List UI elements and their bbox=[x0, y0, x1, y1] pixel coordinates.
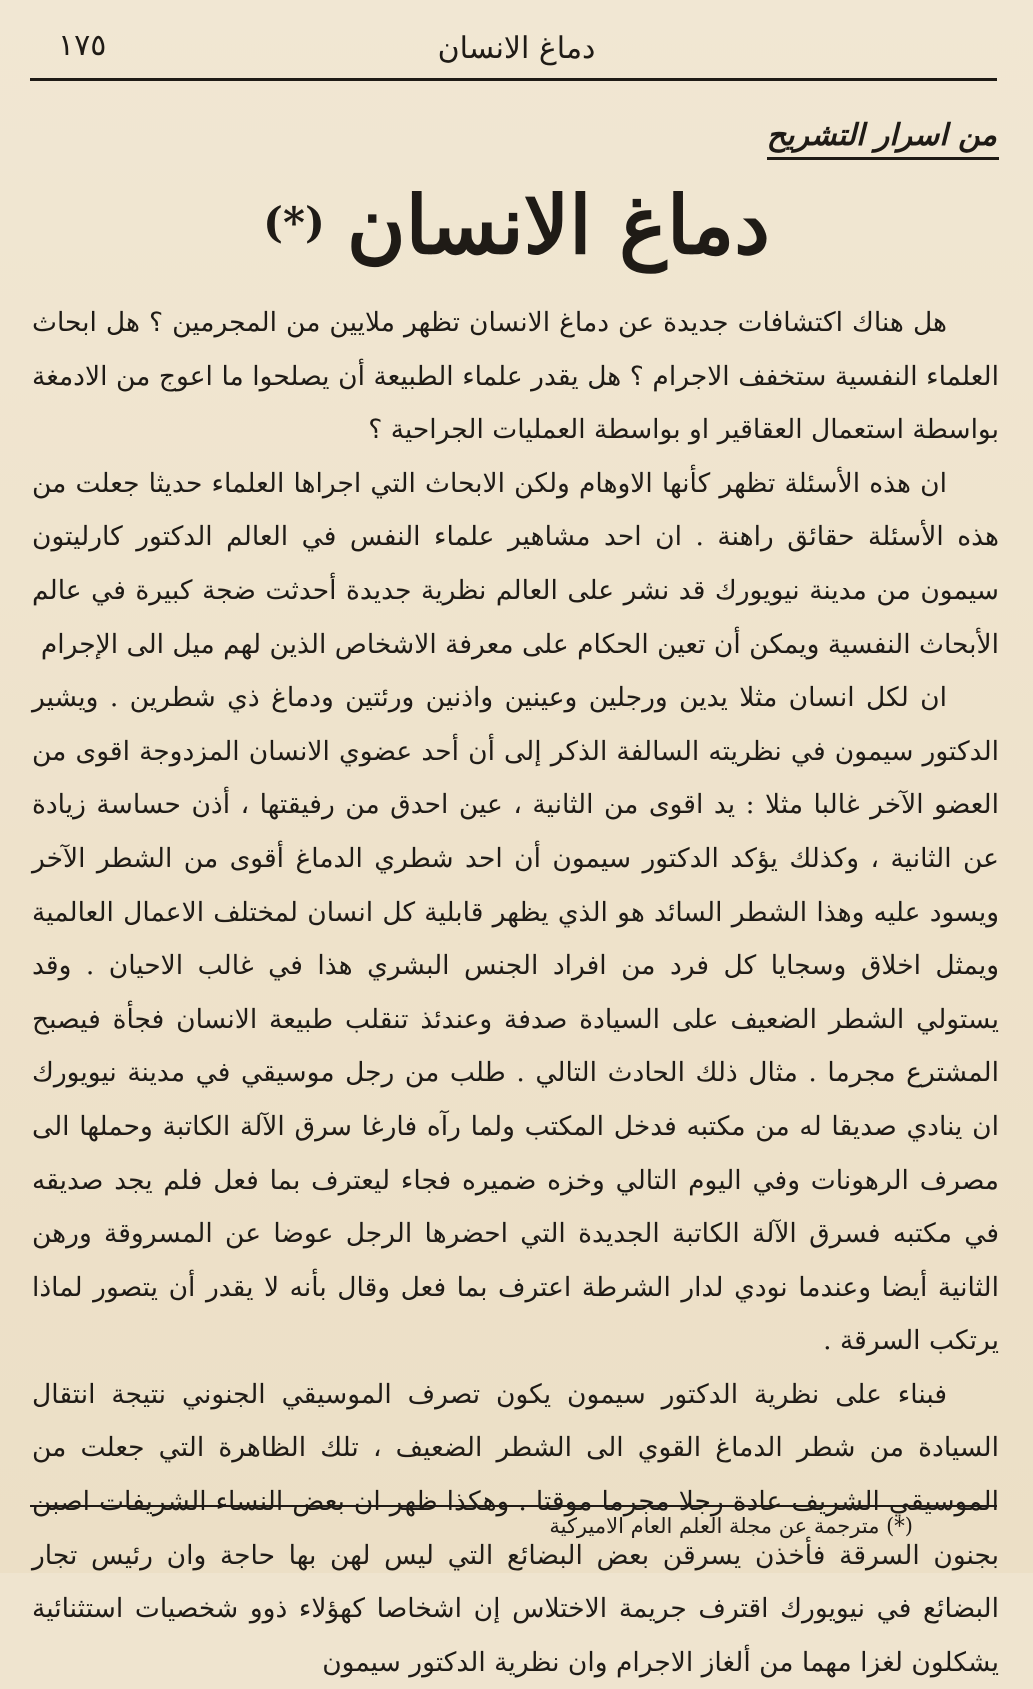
paragraph-2: ان هذه الأسئلة تظهر كأنها الاوهام ولكن الابحاث التي اجراها العلماء حديثا جعلت من هذه الأسئلة حقائق راهنة . ان احد مشاهير علماء النفس في العالم الدكتور كارليتون سيمون من مدينة نيويورك قد نشر على العالم نظرية جديدة أحدثت ضجة كبيرة في عالم الأبحاث النفسية ويمكن أن تعين الحكام على معرفة الاشخاص الذين لهم ميل الى الإجرام bbox=[32, 467, 999, 660]
footnote: (*) مترجمة عن مجلة العلم العام الاميركية bbox=[549, 1514, 913, 1538]
section-rule bbox=[767, 157, 999, 160]
footnote-marker: (*) bbox=[263, 198, 325, 247]
footnote-rule bbox=[30, 1505, 997, 1507]
article-body bbox=[32, 296, 999, 1689]
paragraph-1: هل هناك اكتشافات جديدة عن دماغ الانسان تظهر ملايين من المجرمين ؟ هل ابحاث العلماء النفسية ستخفف الاجرام ؟ هل يقدر علماء الطبيعة أن يصلحوا ما اعوج من الادمغة بواسطة استعمال العقاقير او بواسطة العمليات الجراحية ؟ bbox=[32, 307, 999, 446]
header-rule bbox=[30, 78, 997, 81]
paragraph-3: ان لكل انسان مثلا يدين ورجلين وعينين واذنين ورئتين ودماغ ذي شطرين . ويشير الدكتور سيمون في نظريته السالفة الذكر إلى أن أحد عضوي الانسان المزدوجة اقوى من العضو الآخر غالبا مثلا : يد اقوى من الثانية ، عين احدق من رفيقتها ، أذن حساسة زيادة عن الثانية ، وكذلك يؤكد الدكتور سيمون أن احد شطري الدماغ أقوى من الشطر الآخر ويسود عليه وهذا الشطر السائد هو الذي يظهر قابلية كل انسان لمختلف الاعمال العالمية ويمثل اخلاق وسجايا كل فرد من افراد الجنس البشري هذا في غالب الاحيان . وقد يستولي الشطر الضعيف على السيادة صدفة وعندئذ تنقلب طبيعة الانسان فجأة فيصبح المشترع مجرما . مثال ذلك الحادث التالي . طلب من رجل موسيقي في مدينة نيويورك ان ينادي صديقا له من مكتبه فدخل المكتب ولما رآه فارغا سرق الآلة الكاتبة وحملها الى مصرف الرهونات وفي اليوم التالي وخزه ضميره فجاء ليعترف بما فعل فلم يجد صديقه في مكتبه فسرق الآلة الكاتبة الجديدة التي احضرها الرجل عوضا عن المسروقة ورهن الثانية أيضا وعندما نودي لدار الشرطة اعترف بما فعل وقال بأنه لا يقدر أن يتصور لماذا يرتكب السرقة . bbox=[32, 682, 999, 1357]
paragraph-4: فبناء على نظرية الدكتور سيمون يكون تصرف الموسيقي الجنوني نتيجة انتقال السيادة من شطر الدماغ القوي الى الشطر الضعيف ، تلك الظاهرة التي جعلت من الموسيقي الشريف عادة رجلا مجرما موقتا . وهكذا ظهر ان بعض النساء الشريفات اصبن بجنون السرقة فأخذن يسرقن بعض البضائع التي ليس لهن بها حاجة وان رئيس تجار البضائع في نيويورك اقترف جريمة الاختلاس إن اشخاصا كهؤلاء ذوو شخصيات استثنائية يشكلون لغزا مهما من ألغاز الاجرام وان نظرية الدكتور سيمون bbox=[32, 1378, 999, 1678]
section-label: من اسرار التشريح bbox=[766, 118, 997, 153]
article-title: دماغ الانسان bbox=[346, 178, 770, 272]
article-title-block bbox=[0, 168, 1033, 280]
running-header bbox=[40, 22, 993, 74]
page-number: ١٧٥ bbox=[58, 28, 107, 63]
running-title: دماغ الانسان bbox=[437, 30, 596, 66]
